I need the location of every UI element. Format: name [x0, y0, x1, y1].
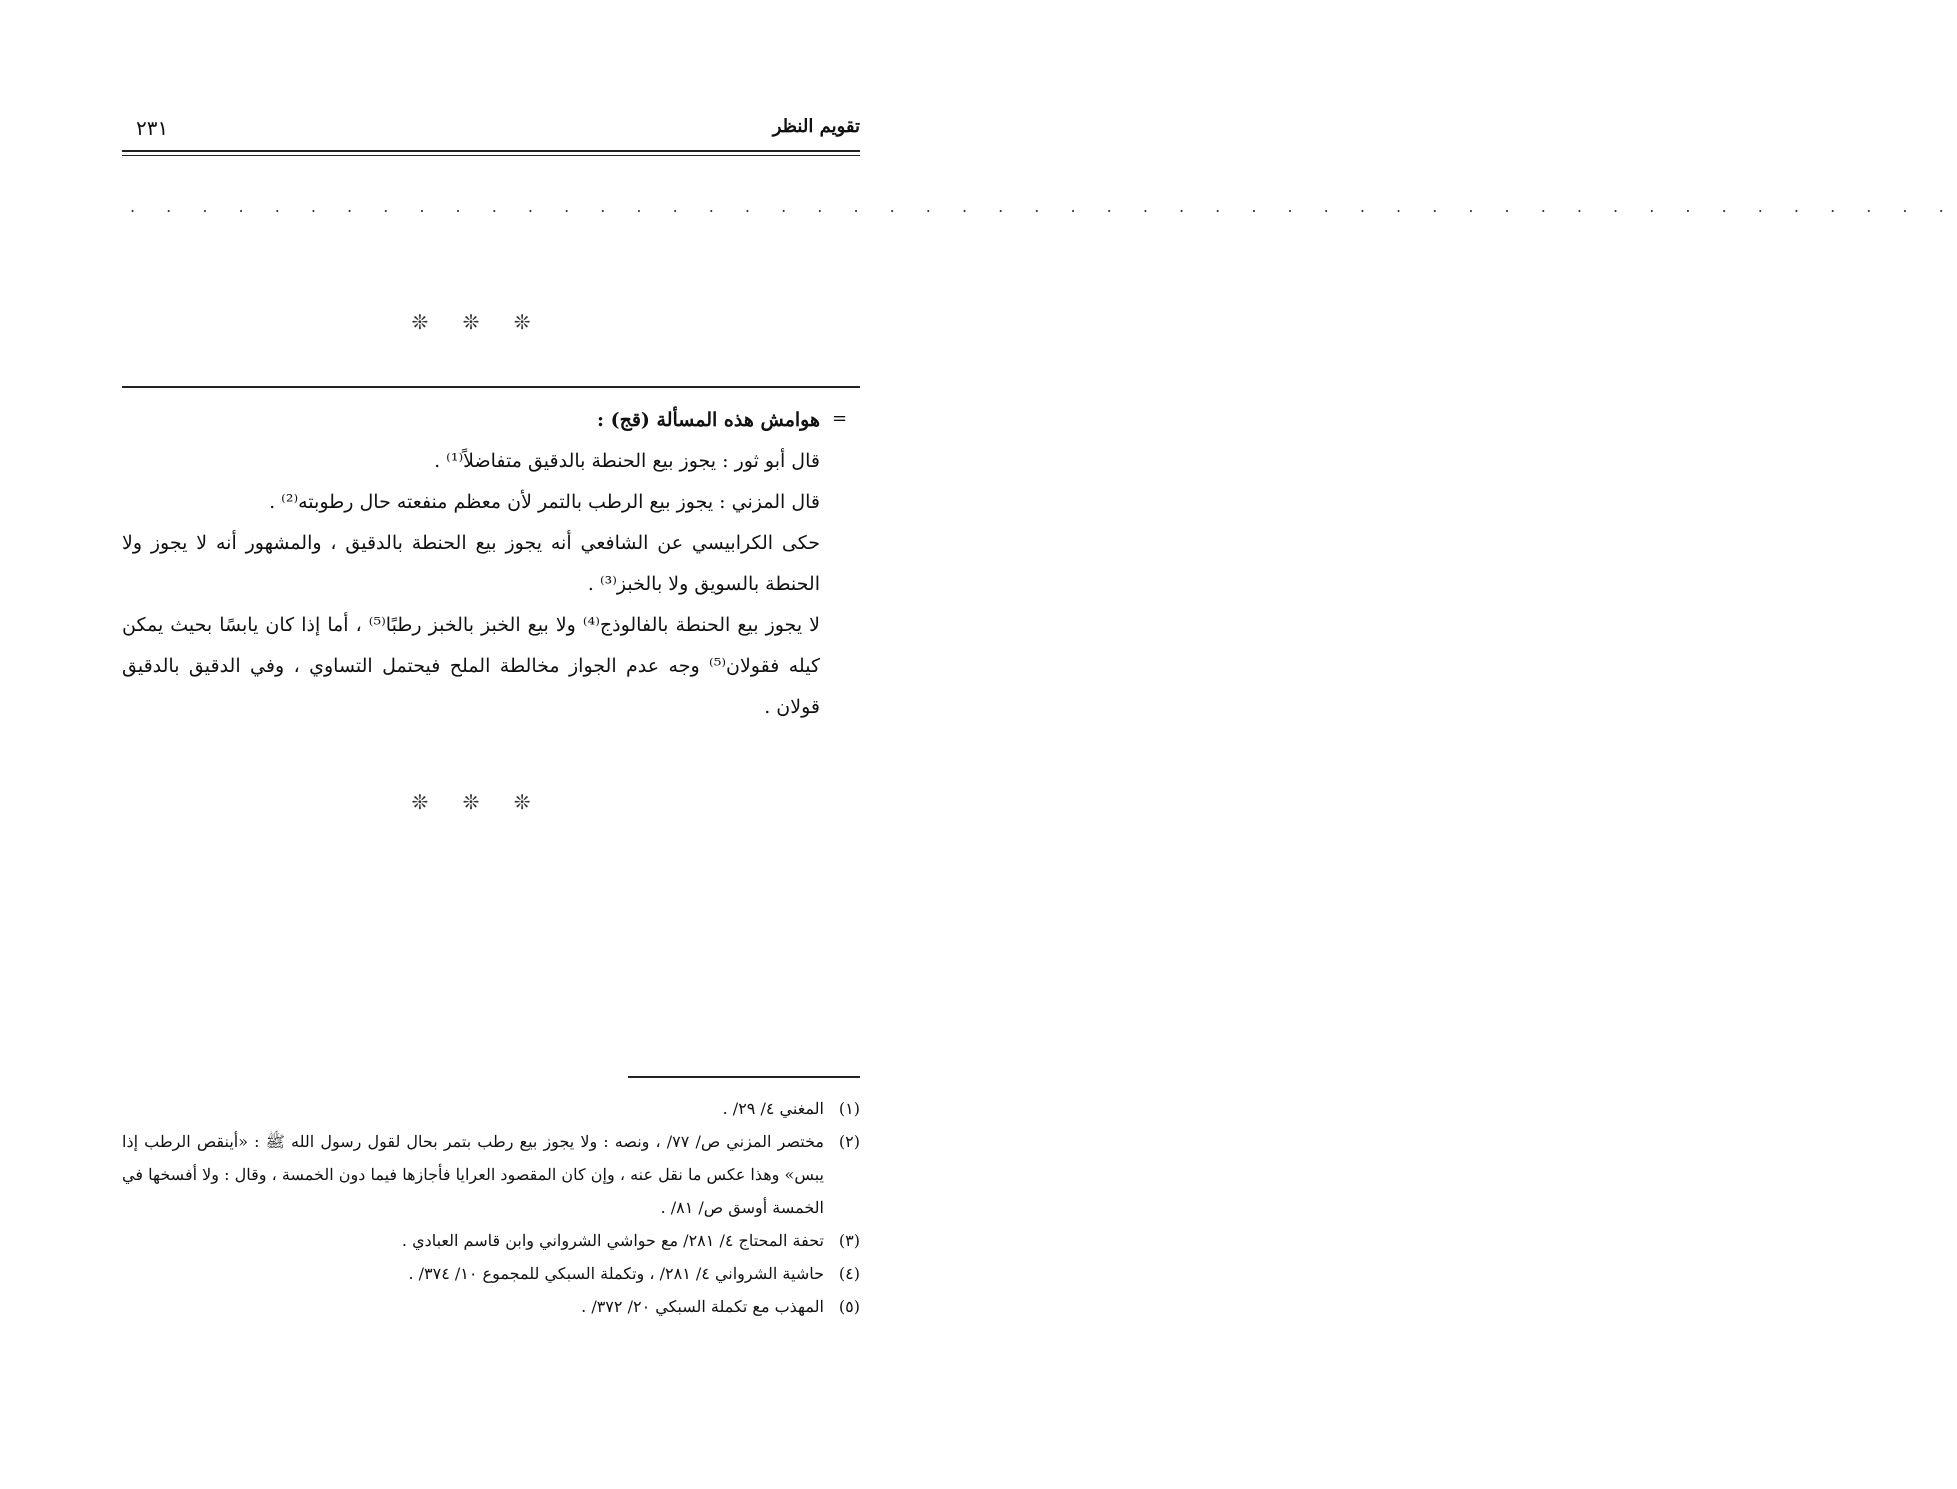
- ellipsis-dots: . . . . . . . . . . . . . . . . . . . . . . . . . . . . . . . . . . . . . . . . . . . . . . . . . . .: [130, 197, 1957, 216]
- continuation-mark: =: [832, 408, 848, 429]
- separator-stars-bottom: ❊ ❊ ❊: [411, 790, 545, 814]
- footnote-rule: [628, 1076, 860, 1078]
- running-title: تقويم النظر: [772, 116, 860, 137]
- footnote-number: (٢): [838, 1132, 860, 1151]
- footnote-text: المغني ٤/ ٢٩/ .: [722, 1099, 824, 1118]
- footnote: [122, 1092, 860, 1125]
- footnote: [122, 1257, 860, 1290]
- footnote: [122, 1290, 860, 1323]
- footnote-text: تحفة المحتاج ٤/ ٢٨١/ مع حواشي الشرواني وابن قاسم العبادي .: [401, 1231, 824, 1250]
- section-rule: [122, 386, 860, 388]
- footnote: [122, 1125, 860, 1224]
- footnote-number: (١): [838, 1099, 860, 1118]
- section-heading: هوامش هذه المسألة (قج) :: [596, 409, 820, 431]
- footnote-number: (٥): [838, 1297, 860, 1316]
- footnote-number: (٤): [838, 1264, 860, 1283]
- separator-stars-top: ❊ ❊ ❊: [411, 310, 545, 334]
- paragraph: قال المزني : يجوز بيع الرطب بالتمر لأن معظم منفعته حال رطوبته⁽²⁾ .: [269, 491, 820, 513]
- page-header: [122, 112, 860, 148]
- footnote-text: المهذب مع تكملة السبكي ٢٠/ ٣٧٢/ .: [581, 1297, 824, 1316]
- header-rule-thick: [122, 150, 860, 152]
- paragraph: قال أبو ثور : يجوز بيع الحنطة بالدقيق متفاضلاً⁽¹⁾ .: [434, 450, 820, 472]
- footnote-text: حاشية الشرواني ٤/ ٢٨١/ ، وتكملة السبكي للمجموع ١٠/ ٣٧٤/ .: [408, 1264, 824, 1283]
- footnote: [122, 1224, 860, 1257]
- footnotes: [122, 1092, 860, 1323]
- main-text: [122, 400, 820, 728]
- header-rule-thin: [122, 155, 860, 156]
- page-number: ٢٣١: [136, 116, 169, 140]
- footnote-number: (٣): [838, 1231, 860, 1250]
- paragraph: حكى الكرابيسي عن الشافعي أنه يجوز بيع الحنطة بالدقيق ، والمشهور أنه لا يجوز ولا الحنطة بالسويق ولا بالخبز⁽³⁾ .: [122, 532, 820, 595]
- footnote-text: مختصر المزني ص/ ٧٧/ ، ونصه : ولا يجوز بيع رطب بتمر بحال لقول رسول الله ﷺ : «أينقص الرطب إذا يبس» وهذا عكس ما نقل عنه ، وإن كان المقصود العرايا فأجازها فيما دون الخمسة ، وقال : ولا أفسخها في الخمسة أوسق ص/ ٨١/ .: [122, 1132, 824, 1217]
- paragraph: لا يجوز بيع الحنطة بالفالوذج⁽⁴⁾ ولا بيع الخبز بالخبز رطبًا⁽⁵⁾ ، أما إذا كان يابسًا بحيث يمكن كيله فقولان⁽⁵⁾ وجه عدم الجواز مخالطة الملح فيحتمل التساوي ، وفي الدقيق بالدقيق قولان .: [122, 614, 820, 718]
